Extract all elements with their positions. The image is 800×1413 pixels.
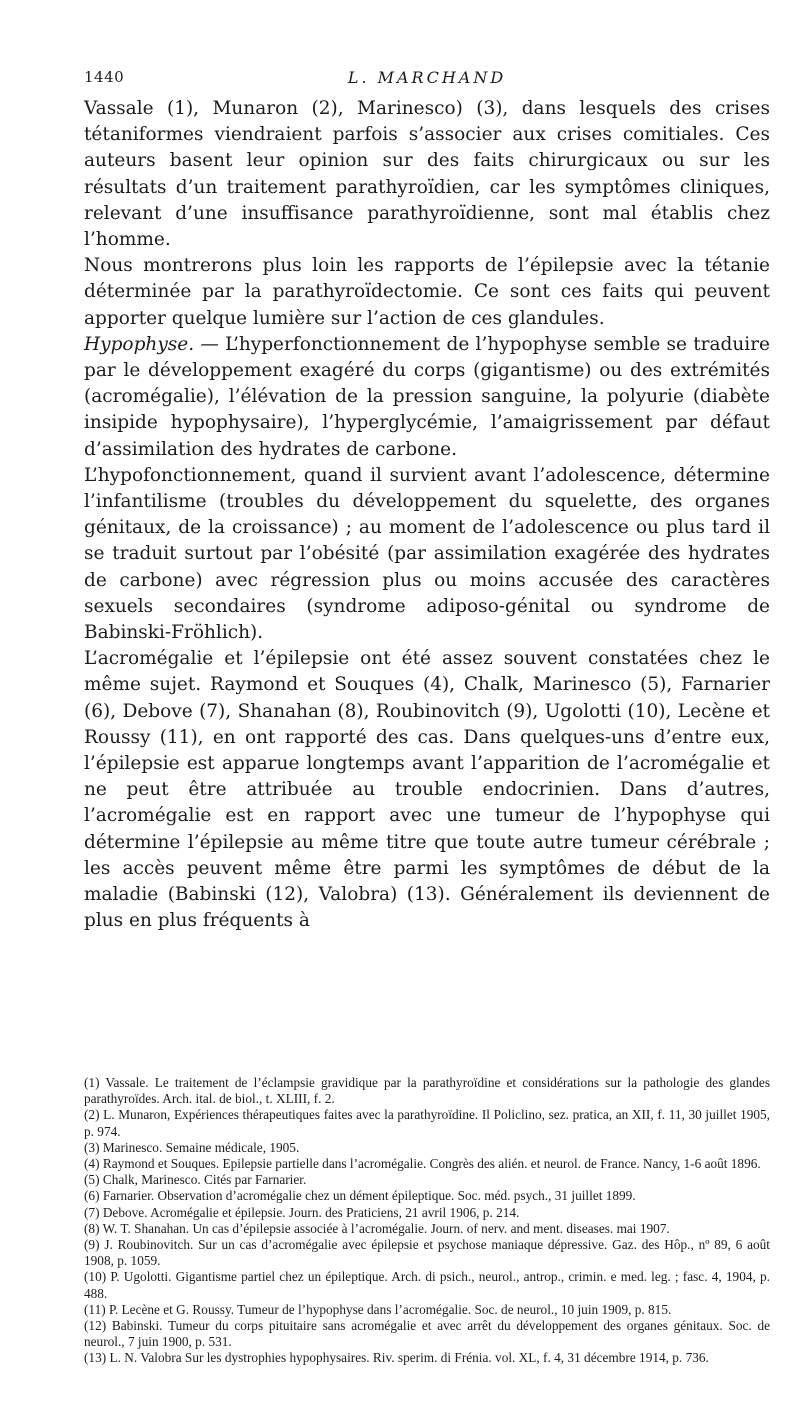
running-head-author: L. MARCHAND: [347, 68, 507, 87]
footnotes: [84, 1075, 770, 1367]
running-head: [84, 68, 770, 92]
footnote: (4) Raymond et Souques. Epilepsie partielle dans l’acromégalie. Congrès des alién. et neurol. de France. Nancy, 1-6 août 1896.: [84, 1156, 761, 1172]
footnote: (6) Farnarier. Observation d’acromégalie chez un dément épileptique. Soc. méd. psych., 31 juillet 1899.: [84, 1188, 636, 1204]
footnote: (10) P. Ugolotti. Gigantisme partiel chez un épileptique. Arch. di psich., neurol., antrop., crimin. e med. leg. ; fasc. 4, 1904, p. 488.: [84, 1269, 770, 1301]
paragraph-5: L’acromégalie et l’épilepsie ont été assez souvent constatées chez le même sujet. Raymond et Souques (4), Chalk, Marinesco (5), Farnarier (6), Debove (7), Shanahan (8), Roubinovitch (9), Ugolotti (10), Lecène et Roussy (11), en ont rapporté des cas. Dans quelques-uns d’entre eux, l’épilepsie est apparue longtemps avant l’apparition de l’acromégalie et ne peut être attribuée au trouble endocrinien. Dans d’autres, l’acromégalie est en rapport avec une tumeur de l’hypophyse qui détermine l’épilepsie au même titre que toute autre tumeur cérébrale ; les accès peuvent même être parmi les symptômes de début de la maladie (Babinski (12), Valobra) (13). Généralement ils deviennent de plus en plus fréquents à: [84, 648, 770, 932]
footnote: (7) Debove. Acromégalie et épilepsie. Journ. des Praticiens, 21 avril 1906, p. 214.: [84, 1204, 520, 1220]
footnote: (9) J. Roubinovitch. Sur un cas d’acromégalie avec épilepsie et psychose maniaque dépressive. Gaz. des Hôp., nº 89, 6 août 1908, p. 1059.: [84, 1237, 770, 1269]
paragraph-4: L’hypofonctionnement, quand il survient avant l’adolescence, détermine l’infantilisme (troubles du développement du squelette, des organes génitaux, de la croissance) ; au moment de l’adolescence ou plus tard il se traduit surtout par l’obésité (par assimilation exagérée des hydrates de carbone) avec régression plus ou moins accusée des caractères sexuels secondaires (syndrome adiposo-génital ou syndrome de Babinski-Fröhlich).: [84, 464, 770, 644]
paragraph-hypophyse-text: — L’hyperfonctionnement de l’hypophyse semble se traduire par le développement exagéré du corps (gigantisme) ou des extrémités (acromégalie), l’élévation de la pression sanguine, la polyurie (diabète insipide hypophysaire), l’hyperglycémie, l’amaigrissement par défaut d’assimilation des hydrates de carbone.: [84, 333, 770, 460]
footnote: (5) Chalk, Marinesco. Cités par Farnarier.: [84, 1172, 307, 1188]
footnote: (12) Babinski. Tumeur du corps pituitaire sans acromégalie et avec arrêt du développement des organes génitaux. Soc. de neurol., 7 juin 1900, p. 531.: [84, 1318, 770, 1350]
footnote: (11) P. Lecène et G. Roussy. Tumeur de l’hypophyse dans l’acromégalie. Soc. de neurol., 10 juin 1909, p. 815.: [84, 1301, 672, 1317]
footnote: (1) Vassale. Le traitement de l’éclampsie gravidique par la parathyroïdine et considérations sur la pathologie des glandes parathyroïdes. Arch. ital. de biol., t. XLIII, f. 2.: [84, 1075, 770, 1107]
footnote: (2) L. Munaron, Expériences thérapeutiques faites avec la parathyroïdine. Il Policlino, sez. pratica, an XII, f. 11, 30 juillet 1905, p. 974.: [84, 1107, 770, 1139]
paragraph-1: Vassale (1), Munaron (2), Marinesco) (3), dans lesquels des crises tétaniformes viendraient parfois s’associer aux crises comitiales. Ces auteurs basent leur opinion sur des faits chirurgicaux ou sur les résultats d’un traitement parathyroïdien, car les symptômes cliniques, relevant d’une insuffisance parathyroïdienne, sont mal établis chez l’homme.: [84, 98, 770, 251]
footnote: (3) Marinesco. Semaine médicale, 1905.: [84, 1139, 300, 1155]
paragraph-hypophyse: [84, 332, 770, 463]
page-number: 1440: [84, 68, 125, 86]
footnote: (13) L. N. Valobra Sur les dystrophies hypophysaires. Riv. sperim. di Frénia. vol. XL, f. 4, 31 décembre 1914, p. 736.: [84, 1350, 709, 1366]
section-title-hypophyse: Hypophyse.: [84, 333, 195, 355]
main-text: [84, 96, 770, 935]
paragraph-2: Nous montrerons plus loin les rapports de l’épilepsie avec la tétanie déterminée par la parathyroïdectomie. Ce sont ces faits qui peuvent apporter quelque lumière sur l’action de ces glandules.: [84, 255, 770, 329]
footnote: (8) W. T. Shanahan. Un cas d’épilepsie associée à l’acromégalie. Journ. of nerv. and ment. diseases. mai 1907.: [84, 1220, 670, 1236]
